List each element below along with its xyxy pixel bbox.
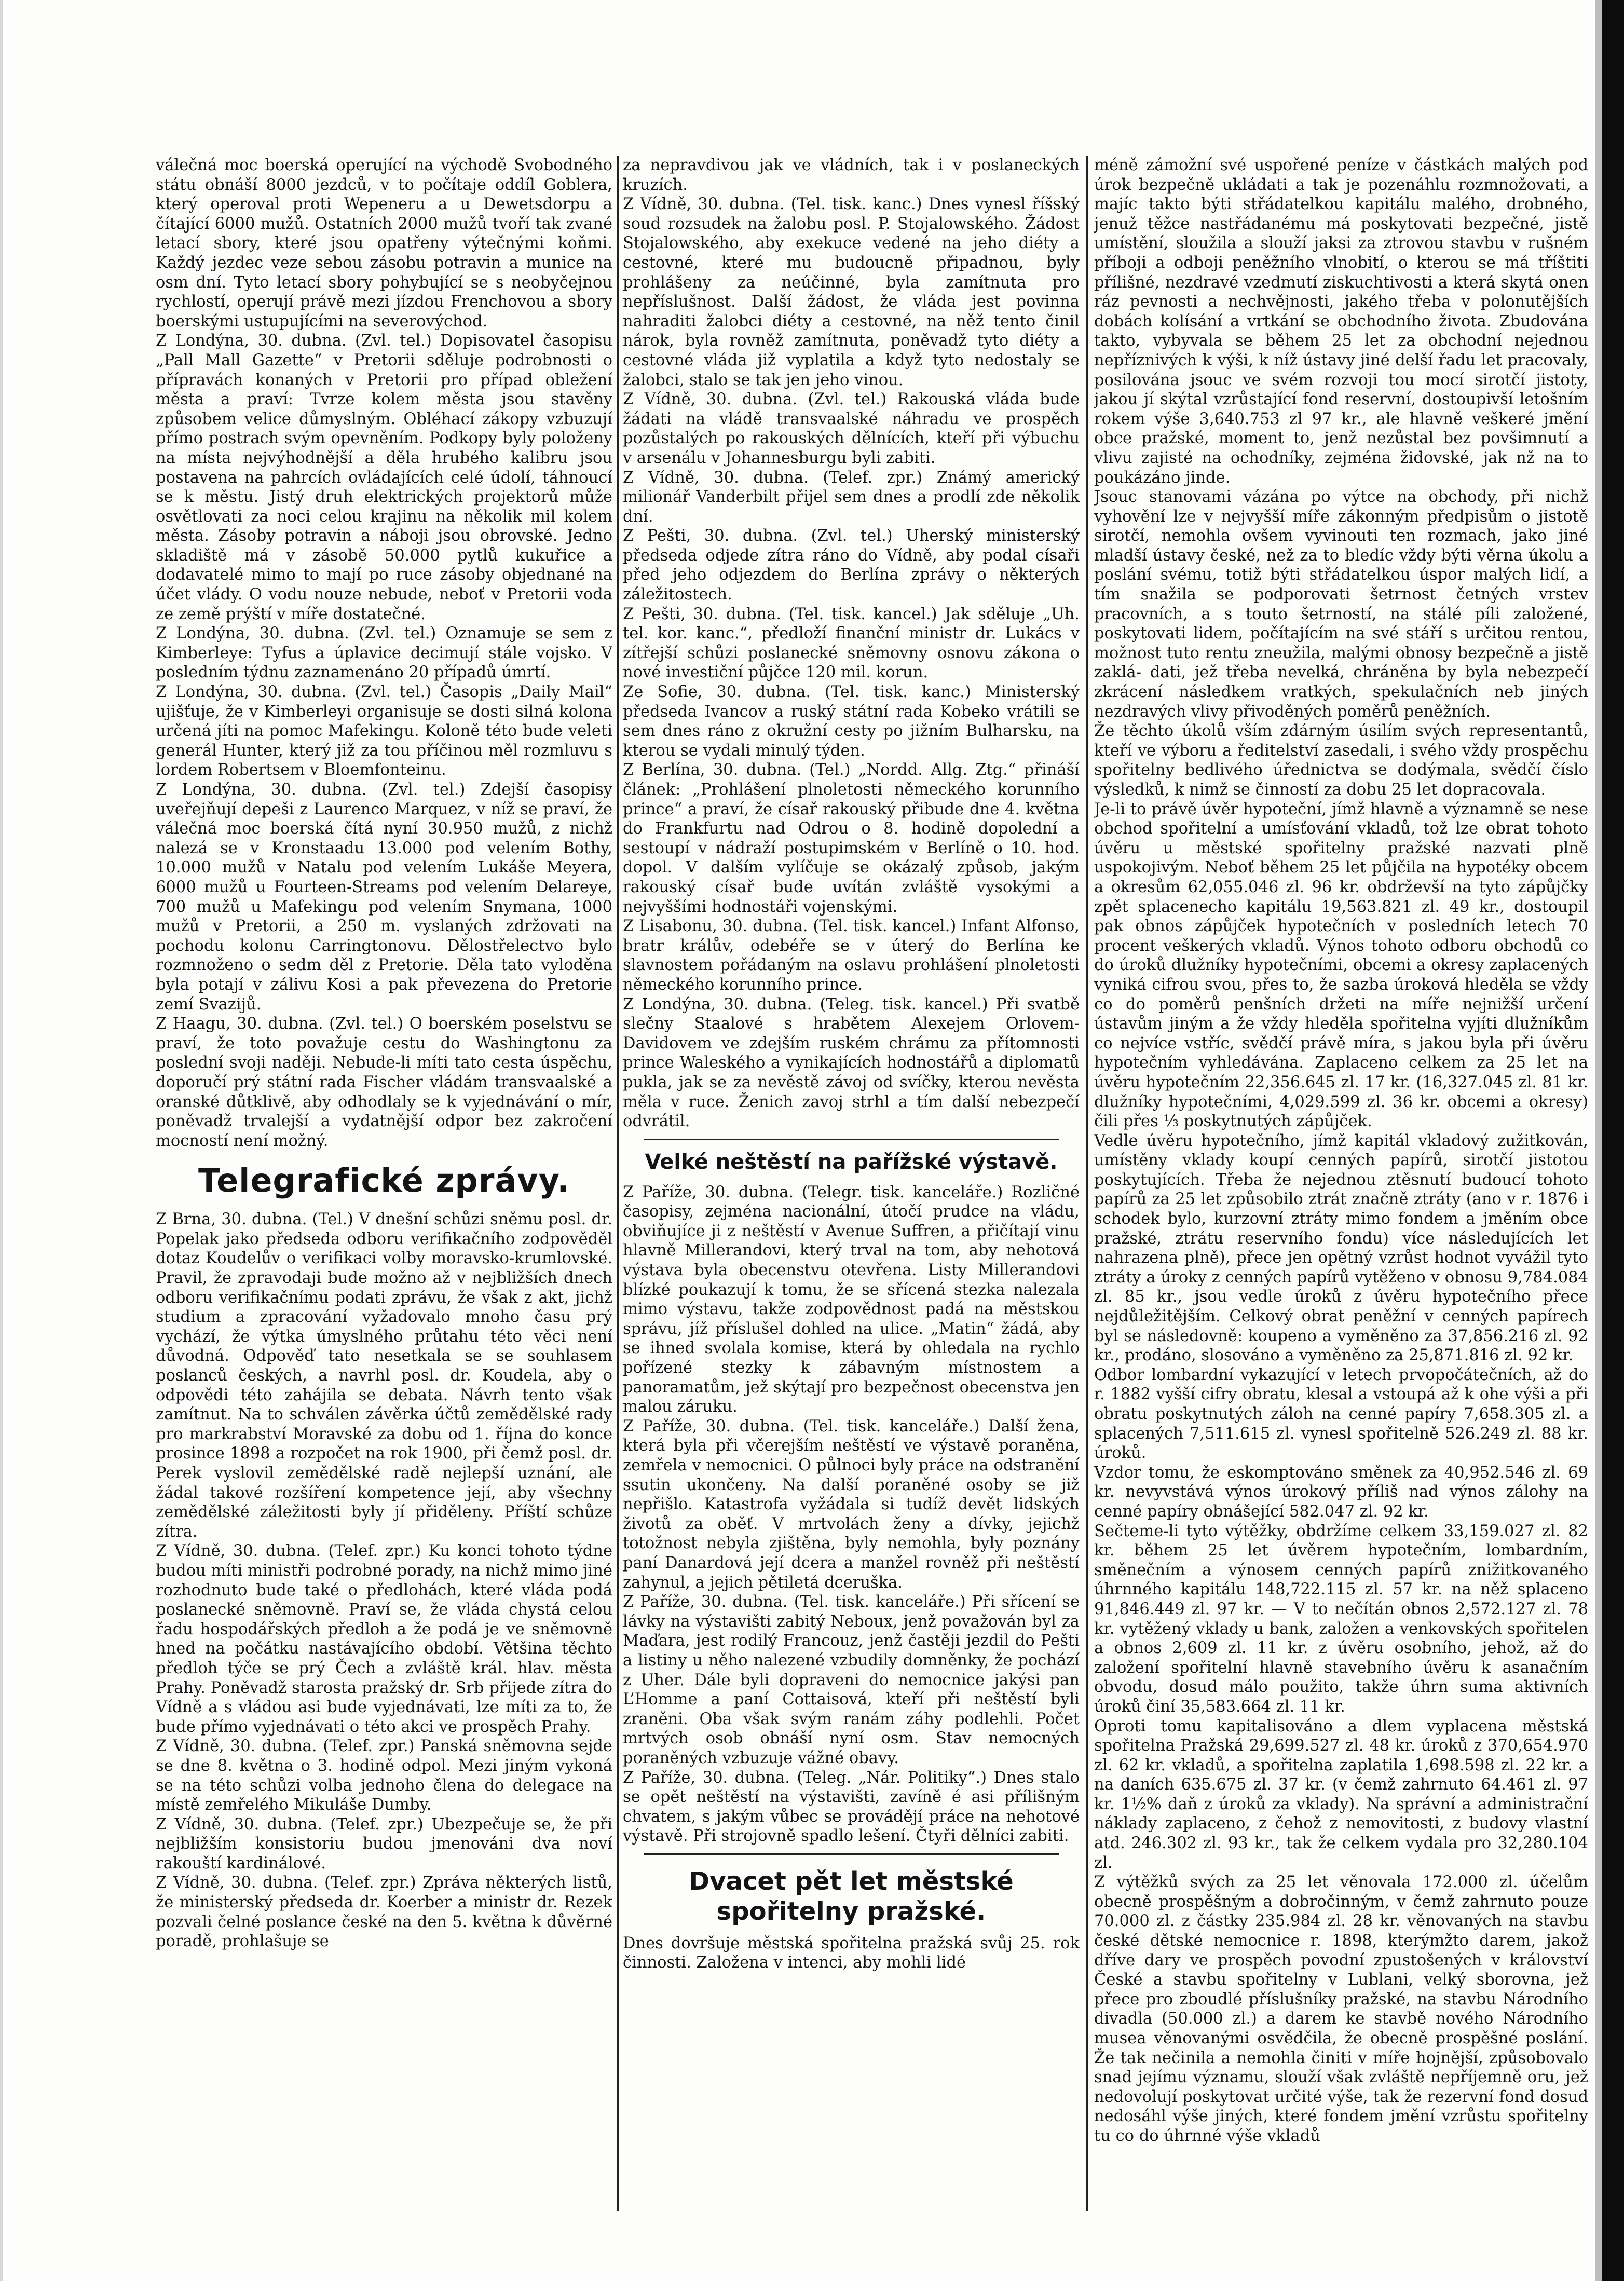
column-rule — [1086, 156, 1088, 2211]
article-paragraph: Oproti tomu kapitalisováno a dlem vyplacena městská spořitelna Pražská 29,699.527 zl. 48 kr. úroků z 370,654.970 zl. 62 kr. vkladů, a spořitelna zaplatila 1,698.598 zl. 22 kr. a na daních 635.675 zl. 37 kr. (v čemž zahrnuto 64.461 zl. 97 kr. 1½% daň z úroků za vklady). Na správní a administrační náklady zaplaceno, z čehož z nemovitosti, z budovy vlastní atd. 246.302 zl. 93 kr., tak že celkem vydala pro 32,280.104 zl. — [1094, 1717, 1588, 1872]
article-paragraph: Z Londýna, 30. dubna. (Teleg. tisk. kancel.) Při svatbě slečny Staalové s hrabětem Alexejem Orlovem-Davidovem ve zdejším ruském chrámu za přítomnosti prince Waleského a vynikajících hodnostářů a diplomatů pukla, jak se za nevěstě závoj od svíčky, kterou nevěsta měla v ruce. Ženich zavoj strhl a tím další nebezpečí odvrátil. — [623, 995, 1080, 1131]
section-headline: Telegrafické zprávy. — [198, 1162, 570, 1200]
article-paragraph: válečná moc boerská operující na východě Svobodného státu obnáší 8000 jezdců, v to počítaje oddíl Goblera, který operoval proti Wepeneru a u Dewetsdorpu a čítající 6000 mužů. Ostatních 2000 mužů tvoří tak zvané letací sbory, které jsou opatřeny výtečnými koňmi. Každý jezdec veze sebou zásobu potravin a munice na osm dní. Tyto letací sbory pohybující se s neobyčejnou rychlostí, operují právě mezi jízdou Frenchovou a sbory boerskými ustupujícími na severovýchod. — [156, 156, 612, 331]
article-paragraph: Z Vídně, 30. dubna. (Zvl. tel.) Rakouská vláda bude žádati na vládě transvaalské náhradu ve prospěch pozůstalých po rakouských dělnících, kteří při výbuchu v arsenálu v Johannesburgu byli zabiti. — [623, 390, 1080, 467]
column-rule — [617, 156, 619, 2211]
article-paragraph: Z Haagu, 30. dubna. (Zvl. tel.) O boerském poselstvu se praví, že toto považuje cestu do Washingtonu za poslední svoji naději. Nebude-li míti tato cesta úspěchu, doporučí prý státní rada Fischer vládám transvaalské a oranské důtklivě, aby odhodlaly se k vyjednávání o mír, poněvadž trvalejší a vydatnější odpor bez zakročení mocností není možný. — [156, 1015, 612, 1150]
article-paragraph: Jsouc stanovami vázána po výtce na obchody, při nichž vyhovění lze v nejvyšší míře zákonným předpisům o jistotě sirotčí, nemohla ovšem vyvinouti ten rozmach, jako jiné mladší ústavy české, než za to bledíc vždy býti věrna úkolu a poslání svému, totiž býti střádatelkou úspor malých lidí, a tím snažila se podporovati šetrnost četných vrstev pracovních, a s touto šetrností, na stálé píli založené, poskytovati lidem, počítajícím na své stáří s určitou rentou, možnost tuto rentu zneužila, malými obnosy bezpečně a jistě zaklá- dati, jež třeba nevelká, chráněna by byla nebezpečí zkrácení následkem vratkých, spekulačních neb jiných nezdravých vlivy přivoděných poměrů peněžních. — [1094, 488, 1588, 721]
article-paragraph: Z Londýna, 30. dubna. (Zvl. tel.) Časopis „Daily Mail“ ujišťuje, že v Kimberleyi organisuje se dosti silná kolona určená jíti na pomoc Mafekingu. Koloně této bude veleti generál Hunter, který již za tou příčinou měl rozmluvu s lordem Robertsem v Bloemfonteinu. — [156, 683, 612, 780]
article-paragraph: Vzdor tomu, že eskomptováno směnek za 40,952.546 zl. 69 kr. nevyvstává výnos úrokový příliš nad výnos zálohy na cenné papíry obnášející 582.047 zl. 92 kr. — [1094, 1463, 1588, 1521]
section-divider — [644, 1139, 1059, 1140]
scan-right-edge — [1602, 0, 1624, 2281]
article-paragraph: méně zámožní své uspořené peníze v částkách malých pod úrok bezpečně ukládati a tak je pozenáhlu rozmnožovati, a majíc takto býti střádatelkou kapitálu malého, drobného, jenuž těžce nastřádanému má poskytovati bezpečné, jistě umístění, sloužila a slouží jaksi za ztrovou stavbu v rušném příboji a odboji peněžního vlnobití, o kterou se má tříštiti přílišné, nezdravé vzedmutí ziskuchtivosti a která skytá onen ráz pevnosti a nechvějnosti, jakého třeba v polonutějších dobách kolísání a vrtkání se obchodního života. Zbudována takto, vybyvala se během 25 let za obchodní nejednou nepříznivých k výši, k níž ústavy jiné delší řadu let pracovaly, posilována jsouc ve svém rozvoji tou mocí sirotčí jistoty, jakou jí skýtal vzrůstající fond reservní, dostoupivší letošním rokem výše 3,640.753 zl 97 kr., ale hlavně veškeré jmění obce pražské, moment to, jenž nezůstal bez povšimnutí a vlivu zajisté na ochodníky, zejména židovské, jak nž na to poukázáno jinde. — [1094, 156, 1588, 487]
article-paragraph: Z Vídně, 30. dubna. (Telef. zpr.) Známý americký milionář Vanderbilt přijel sem dnes a prodlí zde několik dní. — [623, 468, 1080, 526]
article-paragraph: Z Vídně, 30. dubna. (Telef. zpr.) Zpráva některých listů, že ministerský předseda dr. Koerber a ministr dr. Rezek pozvali čelné poslance české na den 5. května k důvěrné poradě, prohlašuje se — [156, 1874, 612, 1951]
article-paragraph: Z Paříže, 30. dubna. (Teleg. „Nár. Politiky“.) Dnes stalo se opět neštěstí na výstavišti, zavíně é asi přílišným chvatem, s jakým vůbec se provádějí práce na nehotové výstavě. Při strojovně spadlo lešení. Čtyři dělníci zabiti. — [623, 1768, 1080, 1846]
column-2 — [623, 156, 1080, 2211]
article-paragraph: Vedle úvěru hypotečního, jímž kapitál vkladový zužitkován, umístěny vklady koupí cenných papírů, sirotčí jistotou poskytujících. Třeba že nejednou ztěsnutí budoucí tohoto papírů za 25 let způsobilo ztrát značně ztráty (ano v r. 1876 i schodek bylo, kurzovní ztráty mimo fondem a jměním obce pražské, ztrátu reservního fondu) více následujících let nahrazena plně), přece jen opětný vzrůst hodnot vyvážil tyto ztráty a úroky z cenných papírů vytěženo v obnosu 9,784.084 zl. 85 kr., jsou vedle úroků z úvěru hypotečního přece nejdůležitějším. Celkový obrat peněžní v cenných papírech byl se následovně: koupeno a vyměněno za 37,856.216 zl. 92 kr., prodáno, slosováno a vyměněno za 25,871.816 zl. 92 kr. — [1094, 1131, 1588, 1365]
article-headline: Dvacet pět let městské spořitelny pražské. — [689, 1866, 1014, 1926]
section-divider — [644, 1853, 1059, 1855]
article-paragraph: Z Berlína, 30. dubna. (Tel.) „Nordd. Allg. Ztg.“ přináší článek: „Prohlášení plnoletosti německého korunního prince“ a praví, že císař rakouský přibude dne 4. května do Frankfurtu nad Odrou o 8. hodině dopolední a sestoupí v nádraží postupimském v Berlíně o 10. hod. dopol. V dalším vylíčuje se okázalý způsob, jakým rakouský císař bude uvítán zvláště vysokými a nejvyššími hodnostáři vojenskými. — [623, 761, 1080, 916]
column-3 — [1094, 156, 1588, 2211]
newspaper-page — [156, 156, 1588, 2211]
article-paragraph: Z Londýna, 30. dubna. (Zvl. tel.) Oznamuje se sem z Kimberleye: Tyfus a úplavice decimují stále vojsko. V posledním týdnu zaznamenáno 20 případů úmrtí. — [156, 624, 612, 682]
article-paragraph: Ze Sofie, 30. dubna. (Tel. tisk. kanc.) Ministerský předseda Ivancov a ruský státní rada Kobeko vrátili se sem dnes ráno z okružní cesty po jižním Bulharsku, na kterou se vydali minulý týden. — [623, 683, 1080, 760]
article-paragraph: Z Pešti, 30. dubna. (Zvl. tel.) Uherský ministerský předseda odjede zítra ráno do Vídně, aby podal císaři před jeho odjezdem do Berlína zprávy o některých záležitostech. — [623, 527, 1080, 604]
article-paragraph: Že těchto úkolů vším zdárným úsilím svých representantů, kteří ve výboru a ředitelství zasedali, i svého vždy prospěchu spořitelny bedlivého úřednictva se dodýmala, svědčí číslo výsledků, k nimž se činností za dobu 25 let dopracovala. — [1094, 722, 1588, 799]
article-paragraph: Z Vídně, 30. dubna. (Tel. tisk. kanc.) Dnes vynesl říšský soud rozsudek na žalobu posl. P. Stojalowského. Žádost Stojalowského, aby exekuce vedené na jeho diéty a cestovné, které mu budoucně připadnou, byly prohlášeny za neúčinné, byla zamítnuta pro nepříslušnost. Další žádost, že vláda jest povinna nahraditi žalobci diéty a cestovné, na něž tento činil nárok, byla rovněž zamítnuta, poněvadž tyto diéty a cestovné vláda již vyplatila a když tyto nedostaly se žalobci, stalo se tak jen jeho vinou. — [623, 195, 1080, 389]
article-paragraph: Z Paříže, 30. dubna. (Telegr. tisk. kanceláře.) Rozličné časopisy, zejména nacionální, útočí prudce na vládu, obviňujíce ji z neštěstí v Avenue Suffren, a přičítají vinu hlavně Millerandovi, který trval na tom, aby nehotová výstava byla obecenstvu otevřena. Listy Millerandovi blízké poukazují k tomu, že se sřícená stezka nalezala mimo výstavu, takže zodpovědnost padá na městskou správu, jíž příslušel dohled na ulice. „Matin“ žádá, aby se ihned svolala komise, která by ohledala na rychlo pořízené stezky k zábavným místnostem a panoramatům, jež skýtají pro bezpečnost obecenstva jen malou záruku. — [623, 1183, 1080, 1416]
scan-right-margin — [1595, 0, 1602, 2281]
article-paragraph: Z Vídně, 30. dubna. (Telef. zpr.) Panská sněmovna sejde se dne 8. května o 3. hodině odpol. Mezi jiným vykoná se na této schůzi volba jednoho člena do delegace na místě zemřelého Mikuláše Dumby. — [156, 1737, 612, 1814]
article-paragraph: Sečteme-li tyto výtěžky, obdržíme celkem 33,159.027 zl. 82 kr. během 25 let úvěrem hypotečním, lombardním, směnečním a výnosem cenných papírů znižitkovaného úhrnného kapitálu 148,722.115 zl. 57 kr. na něž splaceno 91,846.449 zl. 97 kr. — V to nečítán obnos 2,572.127 zl. 78 kr. vytěžený vklady u bank, založen a venkovských spořitelen a obnos 2,609 zl. 11 kr. z úvěru osobního, jehož, až do založení spořitelní hlavně stavebního úvěru k asanačním obvodu, dosud málo použito, takže úhrn suma aktivních úroků činí 35,583.664 zl. 11 kr. — [1094, 1522, 1588, 1716]
article-paragraph: Odbor lombardní vykazující v letech prvopočátečních, až do r. 1882 vyšší cifry obratu, klesal a vstoupá až k ohe výši a při obratu poskytnutých záloh na cenné papíry 7,658.305 zl. a splacených 7,511.615 zl. vynesl spořitelně 526.249 zl. 88 kr. úroků. — [1094, 1365, 1588, 1463]
article-paragraph: za nepravdivou jak ve vládních, tak i v poslaneckých kruzích. — [623, 156, 1080, 194]
article-paragraph: Je-li to právě úvěr hypoteční, jímž hlavně a významně se nese obchod spořitelní a umísťování vkladů, tož lze obrat tohoto úvěru u městské spořitelny pražské nazvati plně uspokojivým. Neboť během 25 let půjčila na hypotéky obcem a okresům 62,055.046 zl. 96 kr. obdrževší na tyto zápůjčky zpět splacenecho kapitálu 19,563.821 zl. 49 kr., dostoupil pak obnos zápůjček hypotečních v posledních letech 70 procent veškerých vkladů. Výnos tohoto odboru obchodů co do úroků dlužníky hypotečními, obcemi a okresy zaplacených vyniká cifrou svou, přes to, že sazba úroková hleděla se vždy co do poměrů penšních držeti na míře nejnižší určení ústavům jiným a že vždy hleděla spořitelna vyjíti dlužníkům co nejvíce vstříc, svědčí právě míra, s jakou byla při úvěru hypotečním vyhledávána. Zaplaceno celkem za 25 let na úvěru hypotečním 22,356.645 zl. 17 kr. (16,327.045 zl. 81 kr. dlužníky hypotečními, 4,029.599 zl. 36 kr. obcemi a okresy) čili přes ⅓ poskytnutých zápůjček. — [1094, 800, 1588, 1131]
article-paragraph: Z Vídně, 30. dubna. (Telef. zpr.) Ku konci tohoto týdne budou míti ministři podrobné porady, na nichž mimo jiné rozhodnuto bude také o předlohách, které vláda podá poslanecké sněmovně. Praví se, že vláda chystá celou řadu hospodářských předloh a že podá je ve sněmovně hned na počátku nastávajícího období. Většina těchto předloh týče se prý Čech a zvláště král. hlav. města Prahy. Poněvadž starosta pražský dr. Srb přijede zítra do Vídně a s vládou asi bude vyjednávati, lze míti za to, že bude přímo vyjednávati o této akci ve prospěch Prahy. — [156, 1542, 612, 1736]
article-paragraph: Z Lisabonu, 30. dubna. (Tel. tisk. kancel.) Infant Alfonso, bratr králův, odebéře se v úterý do Berlína ke slavnostem pořádaným na oslavu prohlášení plnoletosti německého korunního prince. — [623, 917, 1080, 994]
article-paragraph: Z Brna, 30. dubna. (Tel.) V dnešní schůzi sněmu posl. dr. Popelak jako předseda odboru verifikačního zodpověděl dotaz Koudelův o verifikaci volby moravsko-krumlovské. Pravil, že zpravodaji bude možno až v nejbližších dnech odboru verifikačnímu podati zprávu, že však z akt, jichž studium a zpracování vyžadovalo mnoho času prý vychází, že výtka úmyslného průtahu této věci není důvodná. Odpověď tato nesetkala se se souhlasem poslanců českých, a navrhl posl. dr. Koudela, aby o odpovědi této zahájila se debata. Návrh tento však zamítnut. Na to schválen závěrka účtů zemědělské rady pro markrabství Moravské za dobu od 1. října do konce prosince 1898 a rozpočet na rok 1900, při čemž posl. dr. Perek vyslovil zemědělské radě nejlepší uznání, ale žádal takové rozšíření kompetence její, aby všechny zemědělské záležitosti byly jí přiděleny. Příští schůze zítra. — [156, 1210, 612, 1541]
scan-left-edge — [0, 0, 3, 2281]
article-paragraph: Z Paříže, 30. dubna. (Tel. tisk. kanceláře.) Při sřícení se lávky na výstavišti zabitý Neboux, jenž považován byl za Maďara, jest rodilý Francouz, jenž častěji jezdil do Pešti a listiny u něho nalezené vzbudily domněnky, že pochází z Uher. Dále byli dopraveni do nemocnice jakýsi pan L’Homme a paní Cottaisová, kteří při neštěstí byli zraněni. Oba však svým ranám záhy podlehli. Počet mrtvých osob obnáší nyní osm. Stav nemocných poraněných vzbuzuje vážné obavy. — [623, 1593, 1080, 1767]
article-paragraph: Z výtěžků svých za 25 let věnovala 172.000 zl. účelům obecně prospěšným a dobročinným, v čemž zahrnuto pouze 70.000 zl. z částky 235.984 zl. 28 kr. věnovaných na stavbu české dětské nemocnice r. 1898, kterýmžto darem, jakož dříve dary ve prospěch povodní zpustošených v království České a stavbu spořitelny v Lublani, velký sborovna, jež přece pro zboudlé příslušníky pražské, na stavbu Národního divadla (50.000 zl.) a darem ke stavbě nového Národního musea věnovanými osvědčila, že obecně prospěšné poslání. Že tak nečinila a nemohla činiti v míře hojnější, způsobovalo snad jejímu významu, slouží však zvláště nepříjemně oru, jež nedovolují poskytovat určité výše, tak že rezervní fond dosud nedosáhl výše jiných, které fondem jmění vzrůstu spořitelny tu co do úhrnné výše vkladů — [1094, 1873, 1588, 2145]
article-paragraph: Z Paříže, 30. dubna. (Tel. tisk. kanceláře.) Další žena, která byla při včerejším neštěstí ve výstavě poraněna, zemřela v nemocnici. O půlnoci byly práce na odstranění ssutin ukončeny. Na další poraněné osoby se již nepřišlo. Katastrofa vyžádala si tudíž devět lidských životů za oběť. V mrtvolách ženy a dívky, jejichž totožnost nebyla zjištěna, byly nemohla, byly poznány paní Danardová její dcera a manžel rovněž při neštěstí zahynul, a jejich pětiletá dceruška. — [623, 1417, 1080, 1592]
article-headline: Velké neštěstí na pařížské výstavě. — [645, 1150, 1058, 1174]
article-paragraph: Dnes dovršuje městská spořitelna pražská svůj 25. rok činnosti. Založena v intenci, aby mohli lidé — [623, 1934, 1080, 1972]
article-paragraph: Z Vídně, 30. dubna. (Telef. zpr.) Ubezpečuje se, že při nejbližším konsistoriu budou jmenováni dva noví rakouští kardinálové. — [156, 1815, 612, 1873]
article-paragraph: Z Londýna, 30. dubna. (Zvl. tel.) Zdejší časopisy uveřejňují depeši z Laurenco Marquez, v níž se praví, že válečná moc boerská čítá nyní 30.950 mužů, z nichž nalezá se v Kronstaadu 13.000 pod velením Bothy, 10.000 mužů v Natalu pod velením Lukáše Meyera, 6000 mužů u Fourteen-Streams pod velením Delareye, 700 mužů u Mafekingu pod velením Snymana, 1000 mužů v Pretorii, a 250 m. vyslaných zdržovati na pochodu kolonu Carringtonovu. Dělostřelectvo bylo rozmnoženo o sedm děl z Pretorie. Děla tato vyloděna byla potají v zálivu Kosi a pak převezena do Pretorie zemí Svazijů. — [156, 781, 612, 1014]
article-paragraph: Z Pešti, 30. dubna. (Tel. tisk. kancel.) Jak sděluje „Uh. tel. kor. kanc.“, předloží finanční ministr dr. Lukács v zítřejší schůzi poslanecké sněmovny osnovu zákona o nové investiční půjčce 120 mil. korun. — [623, 605, 1080, 682]
column-1 — [156, 156, 612, 2211]
article-paragraph: Z Londýna, 30. dubna. (Zvl. tel.) Dopisovatel časopisu „Pall Mall Gazette“ v Pretorii sděluje podrobnosti o přípravách konaných v Pretorii pro případ obležení města a praví: Tvrze kolem města jsou stavěny způsobem velice důmyslným. Obléhací zákopy vzbuzují přímo postrach svým opevněním. Podkopy byly položeny na místa nejvýhodnější a děla hrubého kalibru jsou postavena na pahrcích ovládajících celé údolí, táhnoucí se k městu. Jistý druh elektrických projektorů může osvětlovati za noci celou krajinu na několik mil kolem města. Zásoby potravin a náboji jsou obrovské. Jedno skladiště má v zásobě 50.000 pytlů kukuřice a dodavatelé mimo to mají po ruce zásoby objednané na účet vlády. O vodu nouze nebude, neboť v Pretorii voda ze země prýští v míře dostatečné. — [156, 332, 612, 623]
